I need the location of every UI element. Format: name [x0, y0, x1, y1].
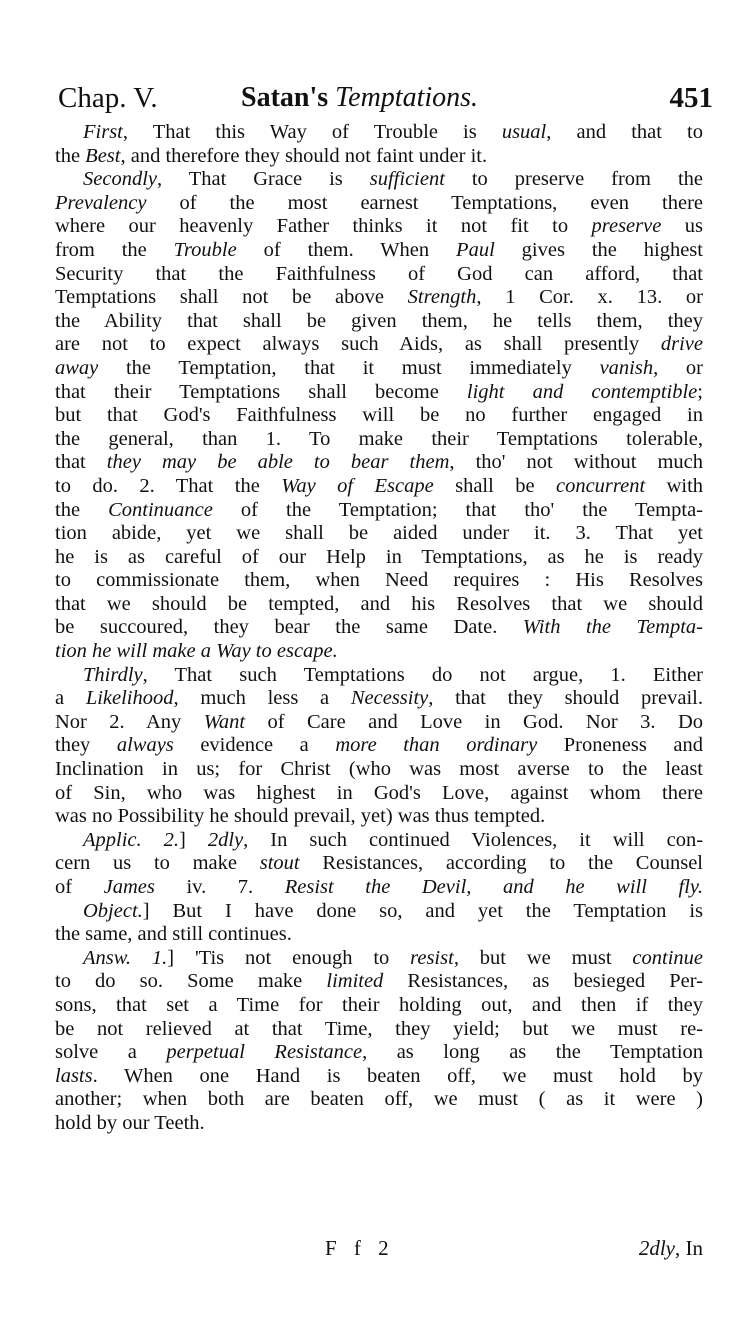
text-line: [55, 239, 703, 263]
italic-text: away: [55, 356, 99, 379]
text-run: but that God's Faithfulness will be no further engaged in: [55, 404, 703, 427]
text-run: Proneness and: [537, 734, 703, 757]
italic-text: Prevalency: [55, 191, 147, 214]
text-line: [55, 805, 703, 829]
text-run: the same, and still continues.: [55, 923, 292, 946]
text-run: they: [55, 734, 117, 757]
text-line: [55, 263, 703, 287]
italic-text: Resist the Devil, and he will fly.: [284, 876, 703, 898]
running-header: [58, 82, 713, 122]
italic-text: Way of Escape: [281, 474, 434, 497]
text-line: [55, 1112, 703, 1136]
text-run: he is as careful of our Help in Temptations, as he is ready: [55, 545, 703, 568]
italic-text: Paul: [456, 238, 495, 261]
text-run: solve a: [55, 1041, 167, 1064]
text-run: another; when both are beaten off, we must ( as it were ): [55, 1088, 703, 1111]
text-line: [55, 664, 703, 688]
text-run: to do. 2. That the: [55, 474, 282, 497]
italic-text: Thirdly: [83, 663, 143, 686]
text-run: evidence a: [173, 734, 336, 757]
text-line: [55, 923, 703, 947]
text-run: be succoured, they bear the same Date.: [55, 616, 523, 639]
text-run: shall be: [433, 474, 556, 497]
text-run: gives the highest: [494, 238, 703, 261]
text-line: [55, 569, 703, 593]
text-run: , but we must: [453, 946, 633, 969]
text-line: [55, 1088, 703, 1112]
italic-text: Secondly: [83, 168, 157, 191]
italic-text: they may be able to bear them: [106, 451, 450, 474]
text-run: , That this Way of Trouble is: [122, 121, 502, 143]
text-run: of the most earnest Temptations, even there: [146, 191, 703, 214]
italic-text: vanish: [599, 356, 654, 379]
text-run: the general, than 1. To make their Temptations tolerable,: [55, 427, 703, 450]
italic-text: With the Tempta-: [522, 616, 703, 639]
running-title: [241, 82, 478, 114]
text-run: of Care and Love in God. Nor 3. Do: [245, 710, 703, 733]
text-run: a: [55, 687, 86, 710]
text-line: [55, 758, 703, 782]
text-run: the Ability that shall be given them, he tells them, they: [55, 309, 703, 332]
text-run: , much less a: [173, 687, 351, 710]
italic-text: Best: [85, 144, 121, 167]
signature-mark: F f 2: [325, 1236, 395, 1260]
text-run: , That such Temptations do not argue, 1. Either: [142, 663, 703, 686]
italic-text: Continuance: [108, 498, 213, 521]
text-run: , In such continued Violences, it will con-: [243, 828, 703, 851]
italic-text: preserve: [591, 215, 662, 238]
page-footer: [55, 1236, 703, 1262]
text-line: [55, 168, 703, 192]
text-run: Resistances, as besieged Per-: [383, 970, 703, 993]
text-run: ]: [179, 828, 208, 851]
text-line: [55, 876, 703, 900]
text-line: [55, 121, 703, 145]
text-run: of Sin, who was highest in God's Love, against whom there: [55, 781, 703, 804]
text-run: Resistances, according to the Counsel: [299, 852, 703, 875]
text-run: to do so. Some make: [55, 970, 327, 993]
italic-text: tion he will make a Way to escape.: [55, 640, 338, 663]
text-line: [55, 215, 703, 239]
text-run: , and that to: [546, 121, 703, 143]
text-run: us: [661, 215, 703, 238]
text-run: Nor 2. Any: [55, 710, 204, 733]
text-run: the: [55, 144, 86, 167]
text-run: . When one Hand is beaten off, we must hold by: [92, 1064, 703, 1087]
text-line: [55, 286, 703, 310]
text-run: cern us to make: [55, 852, 260, 875]
page-body: [55, 121, 703, 1136]
text-run: Security that the Faithfulness of God can afford, that: [55, 262, 703, 285]
catchword: [639, 1236, 703, 1261]
text-line: [55, 145, 703, 169]
italic-text: drive: [660, 333, 703, 356]
italic-text: First: [83, 121, 123, 143]
text-line: [55, 522, 703, 546]
text-line: [55, 734, 703, 758]
running-title-blackletter: Satan's: [241, 82, 329, 113]
italic-text: sufficient: [369, 168, 445, 191]
text-line: [55, 428, 703, 452]
italic-text: continue: [632, 946, 703, 969]
text-run: the: [55, 498, 109, 521]
italic-text: resist: [410, 946, 454, 969]
text-run: of them. When: [236, 238, 457, 261]
text-run: ] But I have done so, and yet the Temptation is: [142, 899, 703, 922]
text-run: that: [55, 451, 107, 474]
text-line: [55, 499, 703, 523]
text-run: from the: [55, 238, 174, 261]
text-run: iv. 7.: [154, 876, 285, 898]
italic-text: perpetual Resistance: [166, 1041, 363, 1064]
text-run: of the Temptation; that tho' the Tempta-: [212, 498, 703, 521]
italic-text: limited: [326, 970, 384, 993]
text-line: [55, 1041, 703, 1065]
text-run: , or: [653, 356, 703, 379]
italic-text: lasts: [55, 1064, 93, 1087]
italic-text: always: [116, 734, 174, 757]
italic-text: stout: [259, 852, 300, 875]
text-line: [55, 900, 703, 924]
text-run: to commissionate them, when Need requires : His Resolves: [55, 569, 703, 592]
text-line: [55, 546, 703, 570]
text-line: [55, 451, 703, 475]
text-line: [55, 994, 703, 1018]
text-line: [55, 970, 703, 994]
text-line: [55, 357, 703, 381]
text-run: to preserve from the: [444, 168, 703, 191]
text-run: , that they should prevail.: [428, 687, 703, 710]
text-run: the Temptation, that it must immediately: [98, 356, 600, 379]
text-run: , tho' not without much: [449, 451, 703, 474]
italic-text: James: [103, 876, 155, 898]
text-run: that we should be tempted, and his Resolves that we should: [55, 592, 703, 615]
italic-text: Strength: [407, 286, 477, 309]
text-line: [55, 947, 703, 971]
text-line: [55, 1018, 703, 1042]
italic-text: concurrent: [555, 474, 646, 497]
page-number: 451: [669, 82, 713, 114]
text-line: [55, 404, 703, 428]
text-run: tion abide, yet we shall be aided under it. 3. That yet: [55, 522, 703, 545]
italic-text: more than ordinary: [335, 734, 538, 757]
text-run: be not relieved at that Time, they yield; but we must re-: [55, 1017, 703, 1040]
italic-text: Applic. 2.: [83, 828, 180, 851]
text-run: , as long as the Temptation: [362, 1041, 703, 1064]
text-line: [55, 829, 703, 853]
italic-text: 2dly: [207, 828, 244, 851]
italic-text: Object.: [83, 899, 143, 922]
text-run: of: [55, 876, 104, 898]
italic-text: Likelihood: [85, 687, 174, 710]
text-run: , That Grace is: [157, 168, 370, 191]
text-line: [55, 593, 703, 617]
running-title-italic: Temptations.: [335, 82, 479, 113]
italic-text: Answ. 1.: [83, 946, 168, 969]
text-run: hold by our Teeth.: [55, 1111, 205, 1134]
catchword-rest: , In: [675, 1236, 703, 1260]
text-run: with: [645, 474, 703, 497]
catchword-italic: 2dly: [638, 1236, 675, 1260]
italic-text: usual: [501, 121, 547, 143]
text-run: where our heavenly Father thinks it not fit to: [55, 215, 592, 238]
italic-text: Trouble: [173, 238, 237, 261]
text-run: are not to expect always such Aids, as shall presently: [55, 333, 661, 356]
text-run: sons, that set a Time for their holding out, and then if they: [55, 993, 703, 1016]
italic-text: Necessity: [350, 687, 429, 710]
text-run: was no Possibility he should prevail, yet) was thus tempted.: [55, 805, 546, 828]
text-line: [55, 616, 703, 640]
text-line: [55, 852, 703, 876]
text-run: Temptations shall not be above: [55, 286, 408, 309]
text-run: that their Temptations shall become: [55, 380, 467, 403]
text-line: [55, 1065, 703, 1089]
chapter-label: Chap. V.: [58, 82, 158, 114]
text-line: [55, 310, 703, 334]
text-line: [55, 475, 703, 499]
text-line: [55, 687, 703, 711]
italic-text: light and contemptible: [466, 380, 698, 403]
text-line: [55, 640, 703, 664]
text-line: [55, 333, 703, 357]
italic-text: Want: [203, 710, 246, 733]
text-line: [55, 381, 703, 405]
text-run: ;: [697, 380, 703, 403]
text-line: [55, 711, 703, 735]
text-run: , 1 Cor. x. 13. or: [476, 286, 703, 309]
text-line: [55, 192, 703, 216]
text-run: , and therefore they should not faint under it.: [120, 144, 488, 167]
text-run: ] 'Tis not enough to: [167, 946, 411, 969]
text-line: [55, 782, 703, 806]
text-run: Inclination in us; for Christ (who was most averse to the least: [55, 758, 703, 781]
